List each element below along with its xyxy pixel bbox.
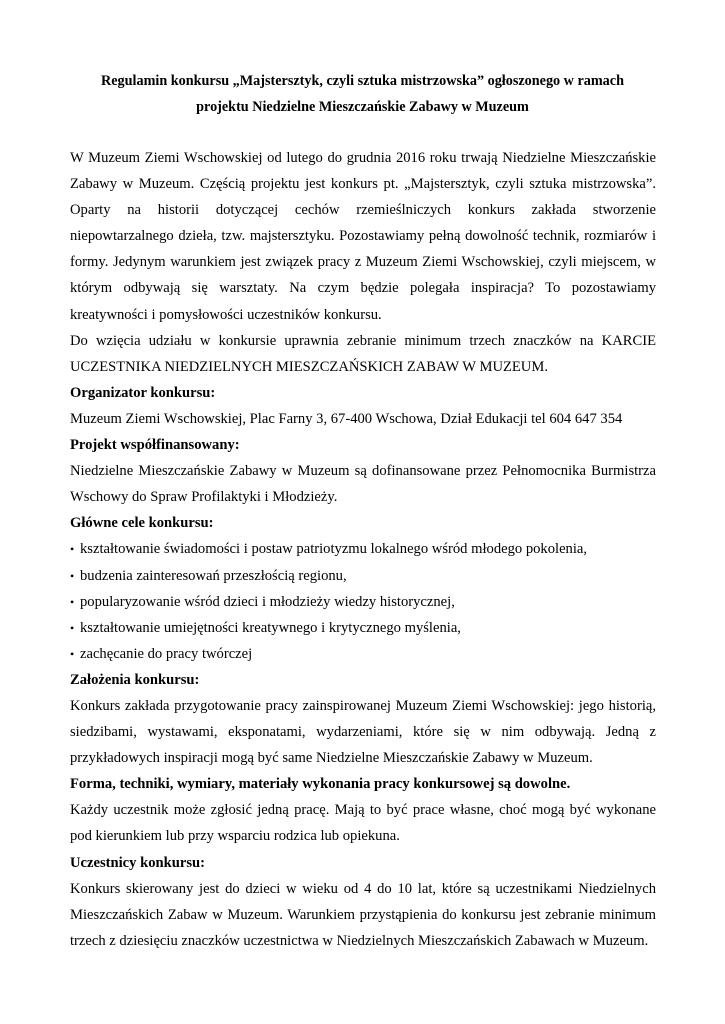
title-line-2: projektu Niedzielne Mieszczańskie Zabawy w Muzeum: [196, 99, 529, 115]
title-line-1: Regulamin konkursu „Majstersztyk, czyli sztuka mistrzowska” ogłoszonego w ramach: [101, 73, 624, 89]
form-text: Każdy uczestnik może zgłosić jedną pracę. Mają to być prace własne, choć mogą być wykonane pod kierunkiem lub przy wsparciu rodzica lub opiekuna.: [70, 802, 656, 845]
document-body: [70, 145, 656, 954]
bullet-icon: •: [70, 542, 75, 557]
participants-heading: Uczestnicy konkursu:: [70, 854, 205, 871]
document-title: [40, 68, 685, 120]
cofinance-heading: Projekt współfinansowany:: [70, 437, 240, 454]
form-heading: Forma, techniki, wymiary, materiały wykonania pracy konkursowej są dowolne.: [70, 776, 571, 793]
list-item: [70, 641, 656, 667]
list-item: [70, 589, 656, 615]
goal-text: kształtowanie świadomości i postaw patriotyzmu lokalnego wśród młodego pokolenia,: [80, 541, 588, 558]
bullet-icon: •: [70, 646, 75, 661]
list-item: [70, 536, 656, 562]
bullet-icon: •: [70, 620, 75, 635]
goal-text: zachęcanie do pracy twórczej: [80, 645, 253, 662]
bullet-icon: •: [70, 568, 75, 583]
goal-text: popularyzowanie wśród dzieci i młodzieży wiedzy historycznej,: [80, 593, 455, 610]
cofinance-text: Niedzielne Mieszczańskie Zabawy w Muzeum są dofinansowane przez Pełnomocnika Burmistrza Wschowy do Spraw Profilaktyki i Młodzieży.: [70, 463, 656, 506]
intro-paragraph: W Muzeum Ziemi Wschowskiej od lutego do grudnia 2016 roku trwają Niedzielne Mieszczańskie Zabawy w Muzeum. Częścią projektu jest konkurs pt. „Majstersztyk, czyli sztuka mistrzowska”. Oparty na historii dotyczącej cechów rzemieślniczych konkurs zakłada stworzenie niepowtarzalnego dzieła, tzw. majstersztyku. Pozostawiamy pełną dowolność technik, rozmiarów i formy. Jedynym warunkiem jest związek pracy z Muzeum Ziemi Wschowskiej, czyli miejscem, w którym odbywają się warsztaty. Na czym będzie polegała inspiracja? To pozostawiamy kreatywności i pomysłowości uczestników konkursu.: [70, 150, 656, 323]
assumptions-text: Konkurs zakłada przygotowanie pracy zainspirowanej Muzeum Ziemi Wschowskiej: jego historią, siedzibami, wystawami, eksponatami, wydarzeniami, które się w nim odbywają. Jedną z przykładowych inspiracji mogą być same Niedzielne Mieszczańskie Zabawy w Muzeum.: [70, 697, 656, 767]
list-item: [70, 563, 656, 589]
list-item: [70, 615, 656, 641]
participants-text: Konkurs skierowany jest do dzieci w wieku od 4 do 10 lat, które są uczestnikami Niedzielnych Mieszczańskich Zabaw w Muzeum. Warunkiem przystąpienia do konkursu jest zebranie minimum trzech z dziesięciu znaczków uczestnictwa w Niedzielnych Mieszczańskich Zabawach w Muzeum.: [70, 880, 656, 949]
goal-text: kształtowanie umiejętności kreatywnego i krytycznego myślenia,: [80, 619, 461, 636]
goal-text: budzenia zainteresowań przeszłością regionu,: [80, 567, 347, 584]
bullet-icon: •: [70, 594, 75, 609]
eligibility-paragraph: Do wzięcia udziału w konkursie uprawnia zebranie minimum trzech znaczków na KARCIE UCZESTNIKA NIEDZIELNYCH MIESZCZAŃSKICH ZABAW W MUZEUM.: [70, 332, 656, 375]
assumptions-heading: Założenia konkursu:: [70, 671, 200, 688]
goals-list: [70, 536, 656, 666]
organizer-text: Muzeum Ziemi Wschowskiej, Plac Farny 3, 67-400 Wschowa, Dział Edukacji tel 604 647 354: [70, 410, 623, 427]
organizer-heading: Organizator konkursu:: [70, 384, 216, 401]
goals-heading: Główne cele konkursu:: [70, 515, 214, 532]
